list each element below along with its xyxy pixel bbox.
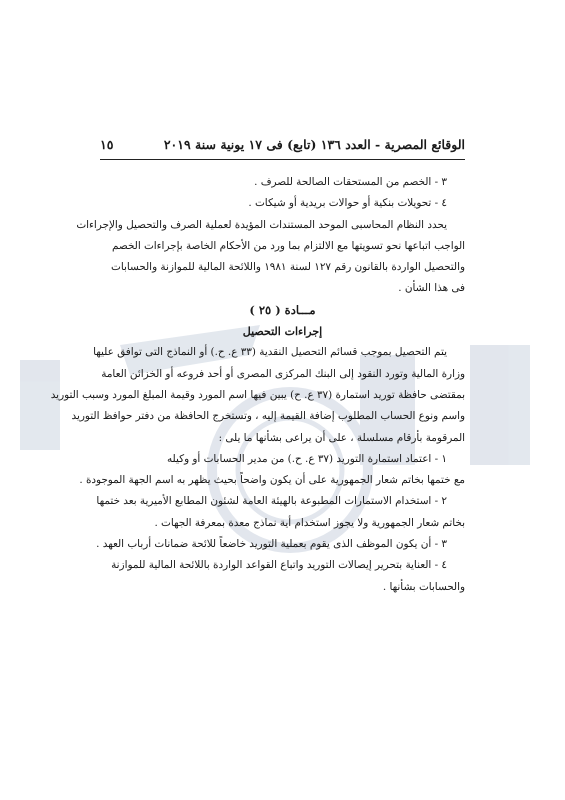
list-item: ٤ - تحويلات بنكية أو حوالات بريدية أو شيكات .: [248, 197, 447, 210]
section-heading: إجراءات التحصيل: [242, 325, 323, 339]
page-header: [100, 133, 465, 155]
paragraph-line: بمقتضى حافظة توريد استمارة (٣٧ ع. ح) يبين فيها اسم المورد وقيمة المبلغ المورد وسبب التوريد: [50, 388, 465, 401]
paragraph-line: الواجب اتباعها نحو تسويتها مع الالتزام بما ورد من الأحكام الخاصة بإجراءات الخصم: [112, 239, 465, 252]
list-item: ١ - اعتماد استمارة التوريد (٣٧ ع. ح.) من مدير الحسابات أو وكيله: [166, 452, 447, 465]
paragraph-line: فى هذا الشأن .: [398, 282, 465, 295]
page-number: ١٥: [100, 136, 114, 152]
header-title: الوقائع المصرية - العدد ١٣٦ (تابع) فى ١٧ يونية سنة ٢٠١٩: [163, 136, 465, 152]
list-item: ٤ - العناية بتحرير إيصالات التوريد واتباع القواعد الواردة باللائحة المالية للموازنة: [111, 559, 447, 572]
paragraph-line: مع ختمها بخاتم شعار الجمهورية على أن يكون واضحاً بحيث يظهر به اسم الجهة الموجودة .: [79, 474, 465, 487]
paragraph-line: يتم التحصيل بموجب قسائم التحصيل النقدية (٣٣ ع. ح.) أو النماذج التى توافق عليها: [93, 346, 447, 359]
document-body: [50, 172, 465, 598]
paragraph-line: والتحصيل الواردة بالقانون رقم ١٢٧ لسنة ١٩٨١ واللائحة المالية للموازنة والحسابات: [111, 261, 465, 274]
list-item: ٣ - الخصم من المستحقات الصالحة للصرف .: [254, 176, 447, 188]
list-item: ٢ - استخدام الاستمارات المطبوعة بالهيئة العامة لشئون المطابع الأميرية بعد ختمها: [96, 495, 447, 508]
paragraph-line: واسم ونوع الحساب المطلوب إضافة القيمة إليه ، وتستخرج الحافظة من دفتر حوافظ التوريد: [71, 410, 465, 423]
paragraph-line: والحسابات بشأنها .: [382, 580, 465, 593]
article-heading: مـــادة ( ٢٥ ): [249, 302, 316, 317]
header-divider: [100, 159, 465, 160]
paragraph-line: بخاتم شعار الجمهورية ولا يجوز استخدام أية نماذج معدة بمعرفة الجهات .: [154, 516, 465, 529]
paragraph-line: يحدد النظام المحاسبى الموحد المستندات المؤيدة لعملية الصرف والتحصيل والإجراءات: [76, 218, 447, 231]
paragraph-line: المرقومة بأرقام مسلسلة ، على أن يراعى بشأنها ما يلى :: [218, 431, 465, 444]
paragraph-line: وزارة المالية وتورد النقود إلى البنك المركزى المصرى أو أحد فروعه أو الخزائن العامة: [101, 367, 465, 380]
list-item: ٣ - أن يكون الموظف الذى يقوم بعملية التوريد خاضعاً للائحة ضمانات أرباب العهد .: [96, 538, 447, 551]
